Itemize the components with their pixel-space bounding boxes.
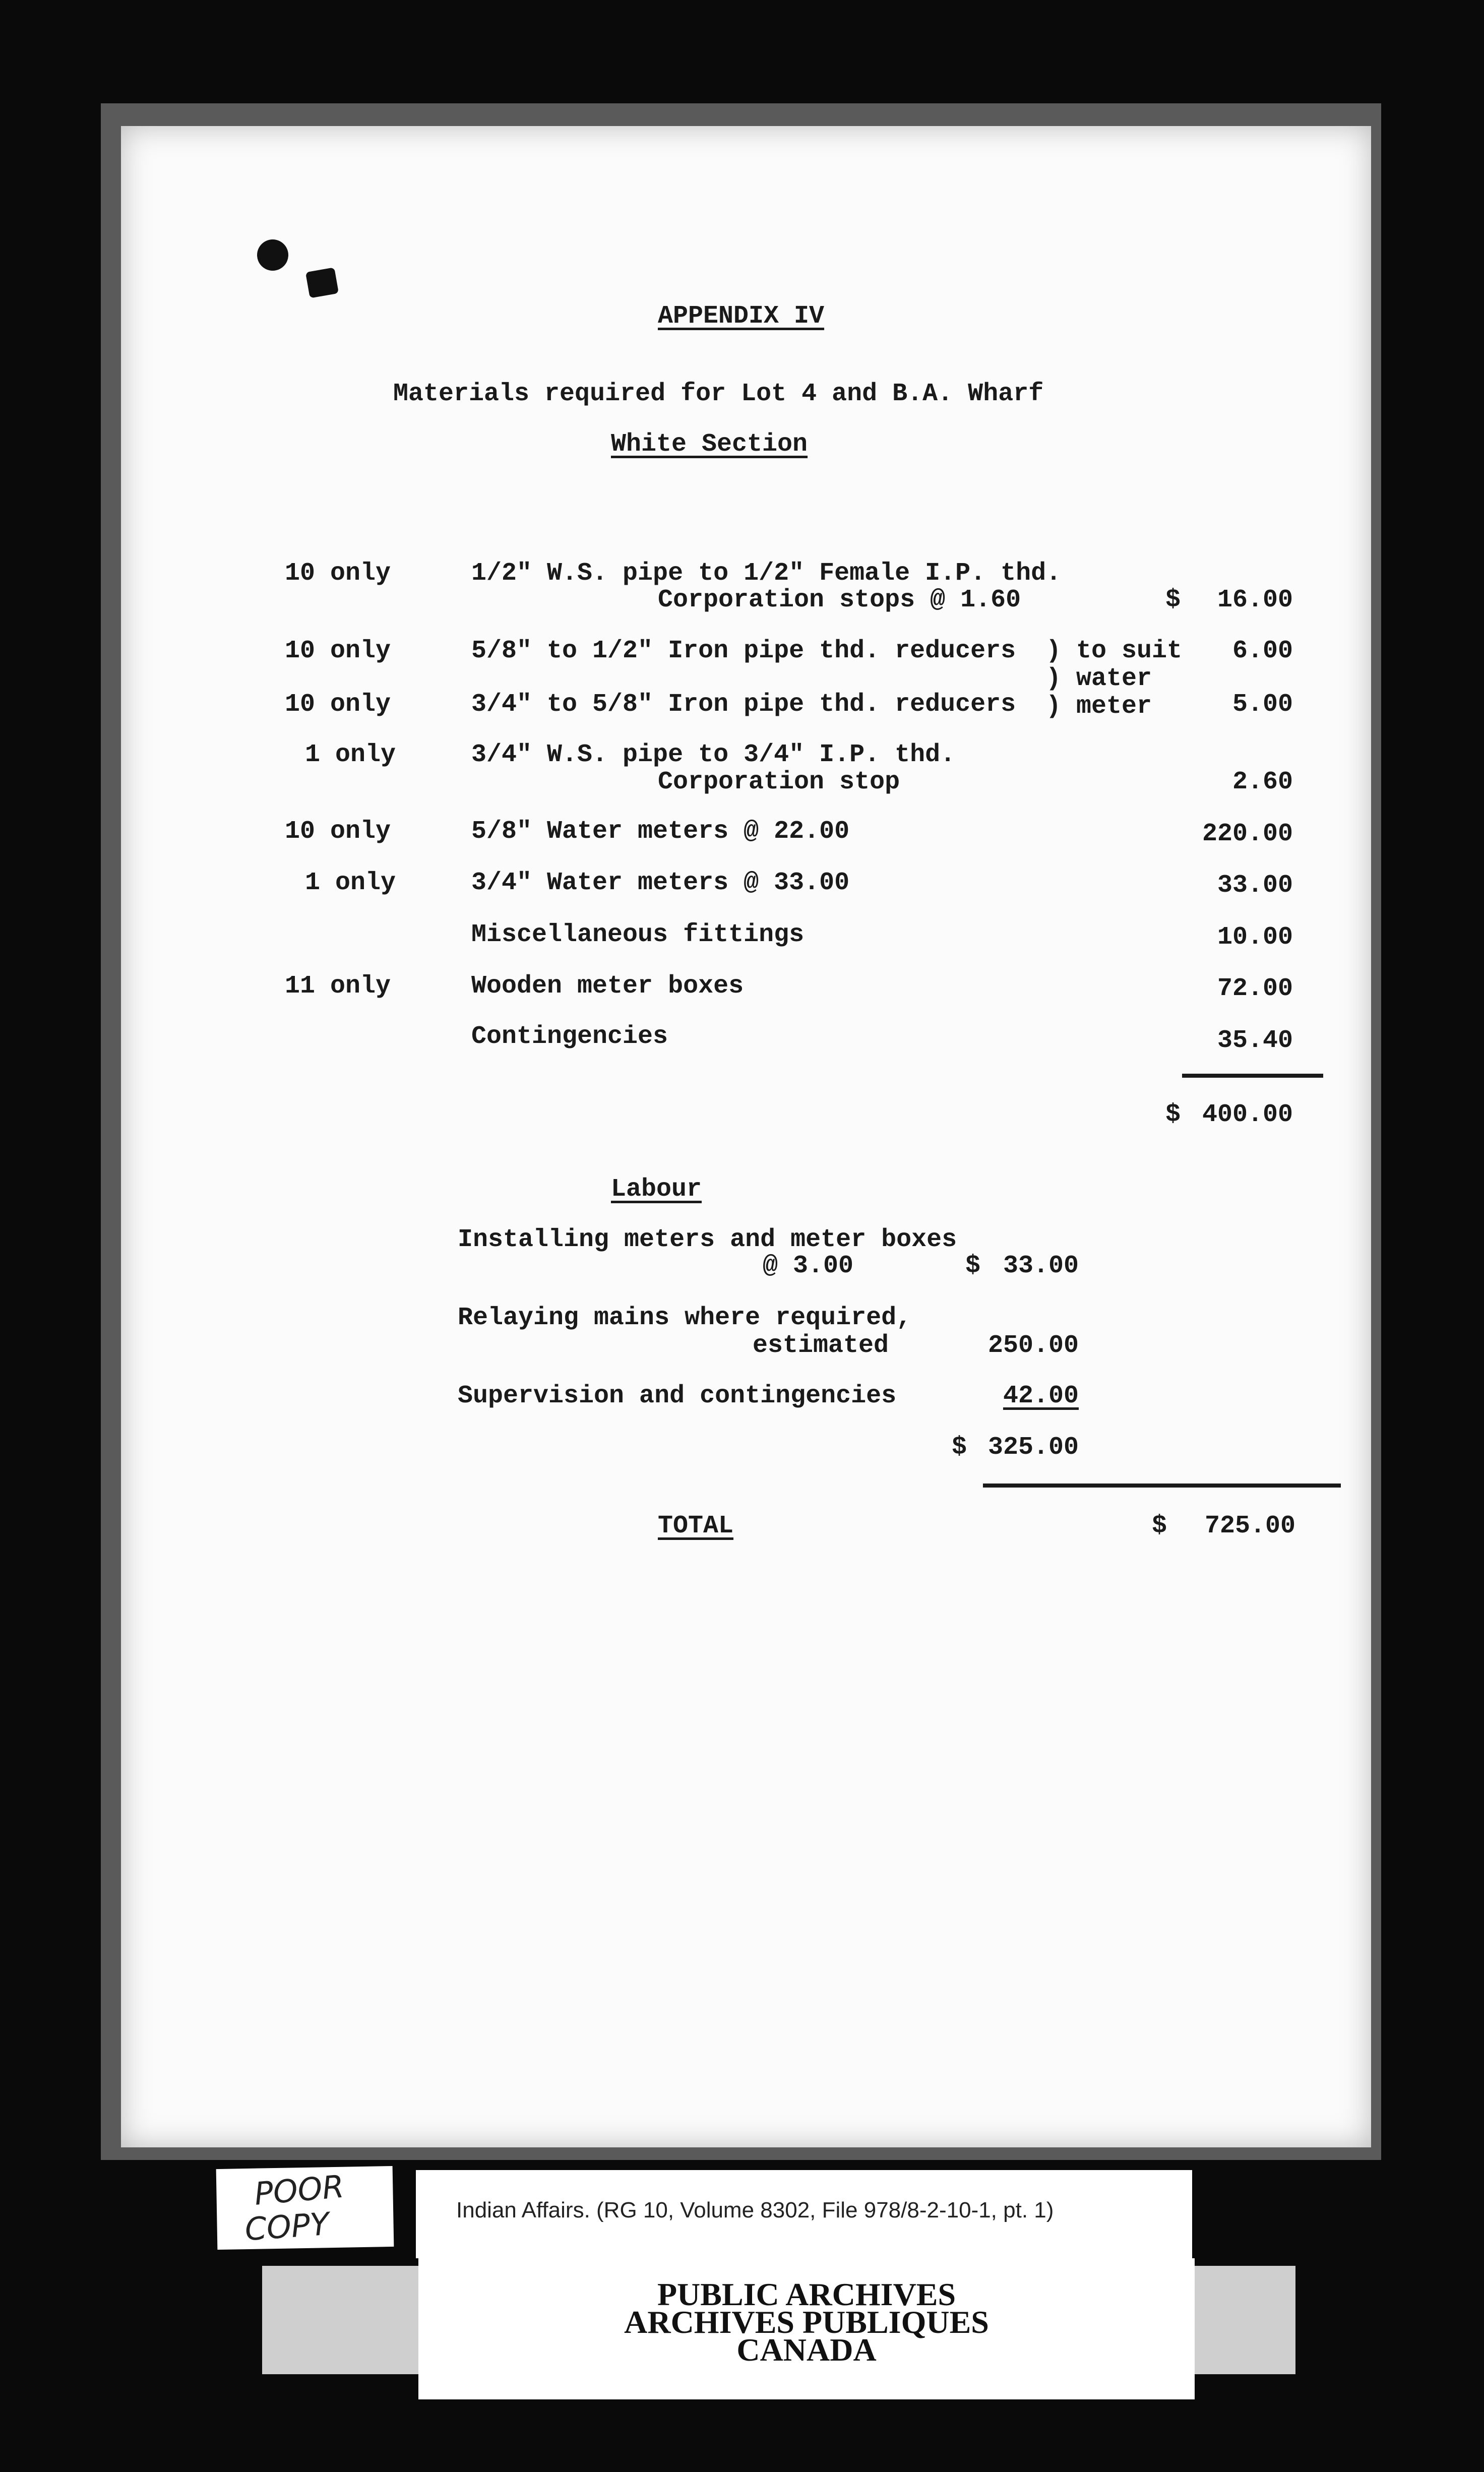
bracket-note: ) water (1046, 664, 1152, 693)
item-amount: 35.40 (1217, 1026, 1293, 1055)
item-description: 3/4" to 5/8" Iron pipe thd. reducers (471, 690, 1016, 719)
bracket-note: ) to suit (1046, 637, 1183, 665)
item-quantity: 10 only (285, 817, 391, 846)
bracket-note: ) meter (1046, 692, 1152, 721)
currency-symbol: $ (1165, 1100, 1181, 1129)
materials-total: 400.00 (1202, 1100, 1293, 1129)
labour-description: Supervision and contingencies (458, 1382, 897, 1410)
poor-copy-label (216, 2166, 394, 2250)
item-quantity: 10 only (285, 690, 391, 719)
item-description-cont: Corporation stops @ 1.60 (658, 586, 1021, 614)
section-heading: White Section (611, 430, 808, 459)
total-rule (983, 1484, 1341, 1488)
archive-stamp-line: CANADA (736, 2332, 877, 2368)
labour-amount: 33.00 (1003, 1252, 1079, 1280)
labour-description-cont: estimated (753, 1331, 889, 1360)
item-amount: 16.00 (1217, 586, 1293, 614)
item-description: 5/8" Water meters @ 22.00 (471, 817, 850, 846)
archive-stamp (418, 2258, 1195, 2399)
poor-copy-text: POOR (253, 2168, 346, 2212)
item-amount: 6.00 (1232, 637, 1293, 665)
item-description: 5/8" to 1/2" Iron pipe thd. reducers (471, 637, 1016, 665)
labour-description: Installing meters and meter boxes (458, 1225, 957, 1254)
labour-total: 325.00 (987, 1433, 1079, 1462)
document-page (121, 126, 1371, 2147)
item-quantity: 1 only (304, 869, 396, 897)
item-quantity: 1 only (304, 740, 396, 769)
punch-hole (305, 267, 339, 298)
item-description: 3/4" Water meters @ 33.00 (471, 869, 850, 897)
labour-description: Relaying mains where required, (458, 1304, 912, 1332)
item-amount: 220.00 (1202, 820, 1293, 848)
currency-symbol: $ (965, 1252, 981, 1280)
labour-heading: Labour (611, 1175, 702, 1204)
labour-amount: 250.00 (987, 1331, 1079, 1360)
currency-symbol: $ (1165, 586, 1181, 614)
item-quantity: 10 only (285, 559, 391, 588)
subtotal-rule (1182, 1074, 1323, 1078)
poor-copy-text: COPY (243, 2205, 331, 2248)
appendix-heading: APPENDIX IV (658, 302, 825, 331)
archive-stamp-line: ARCHIVES PUBLIQUES (624, 2304, 989, 2340)
item-description: Miscellaneous fittings (471, 920, 805, 949)
item-description: Wooden meter boxes (471, 972, 744, 1001)
labour-description-cont: @ 3.00 (763, 1252, 854, 1280)
item-description-cont: Corporation stop (658, 768, 900, 796)
archive-reference: Indian Affairs. (RG 10, Volume 8302, File 978/8-2-10-1, pt. 1) (456, 2198, 1054, 2222)
currency-symbol: $ (952, 1433, 967, 1462)
archive-stamp-line: PUBLIC ARCHIVES (657, 2276, 956, 2312)
document-subtitle: Materials required for Lot 4 and B.A. Wharf (393, 380, 1044, 408)
currency-symbol: $ (1152, 1512, 1167, 1540)
item-amount: 10.00 (1217, 923, 1293, 952)
item-description: 3/4" W.S. pipe to 3/4" I.P. thd. (471, 740, 956, 769)
grand-total-label: TOTAL (658, 1512, 734, 1540)
item-amount: 2.60 (1232, 768, 1293, 796)
punch-hole (257, 239, 288, 271)
item-quantity: 11 only (285, 972, 391, 1001)
item-quantity: 10 only (285, 637, 391, 665)
item-amount: 33.00 (1217, 871, 1293, 900)
item-amount: 72.00 (1217, 974, 1293, 1003)
item-description: Contingencies (471, 1022, 668, 1051)
archive-reference-label (416, 2170, 1192, 2258)
item-description: 1/2" W.S. pipe to 1/2" Female I.P. thd. (471, 559, 1062, 588)
labour-amount: 42.00 (1003, 1382, 1079, 1410)
grand-total: 725.00 (1204, 1512, 1295, 1540)
item-amount: 5.00 (1232, 690, 1293, 719)
